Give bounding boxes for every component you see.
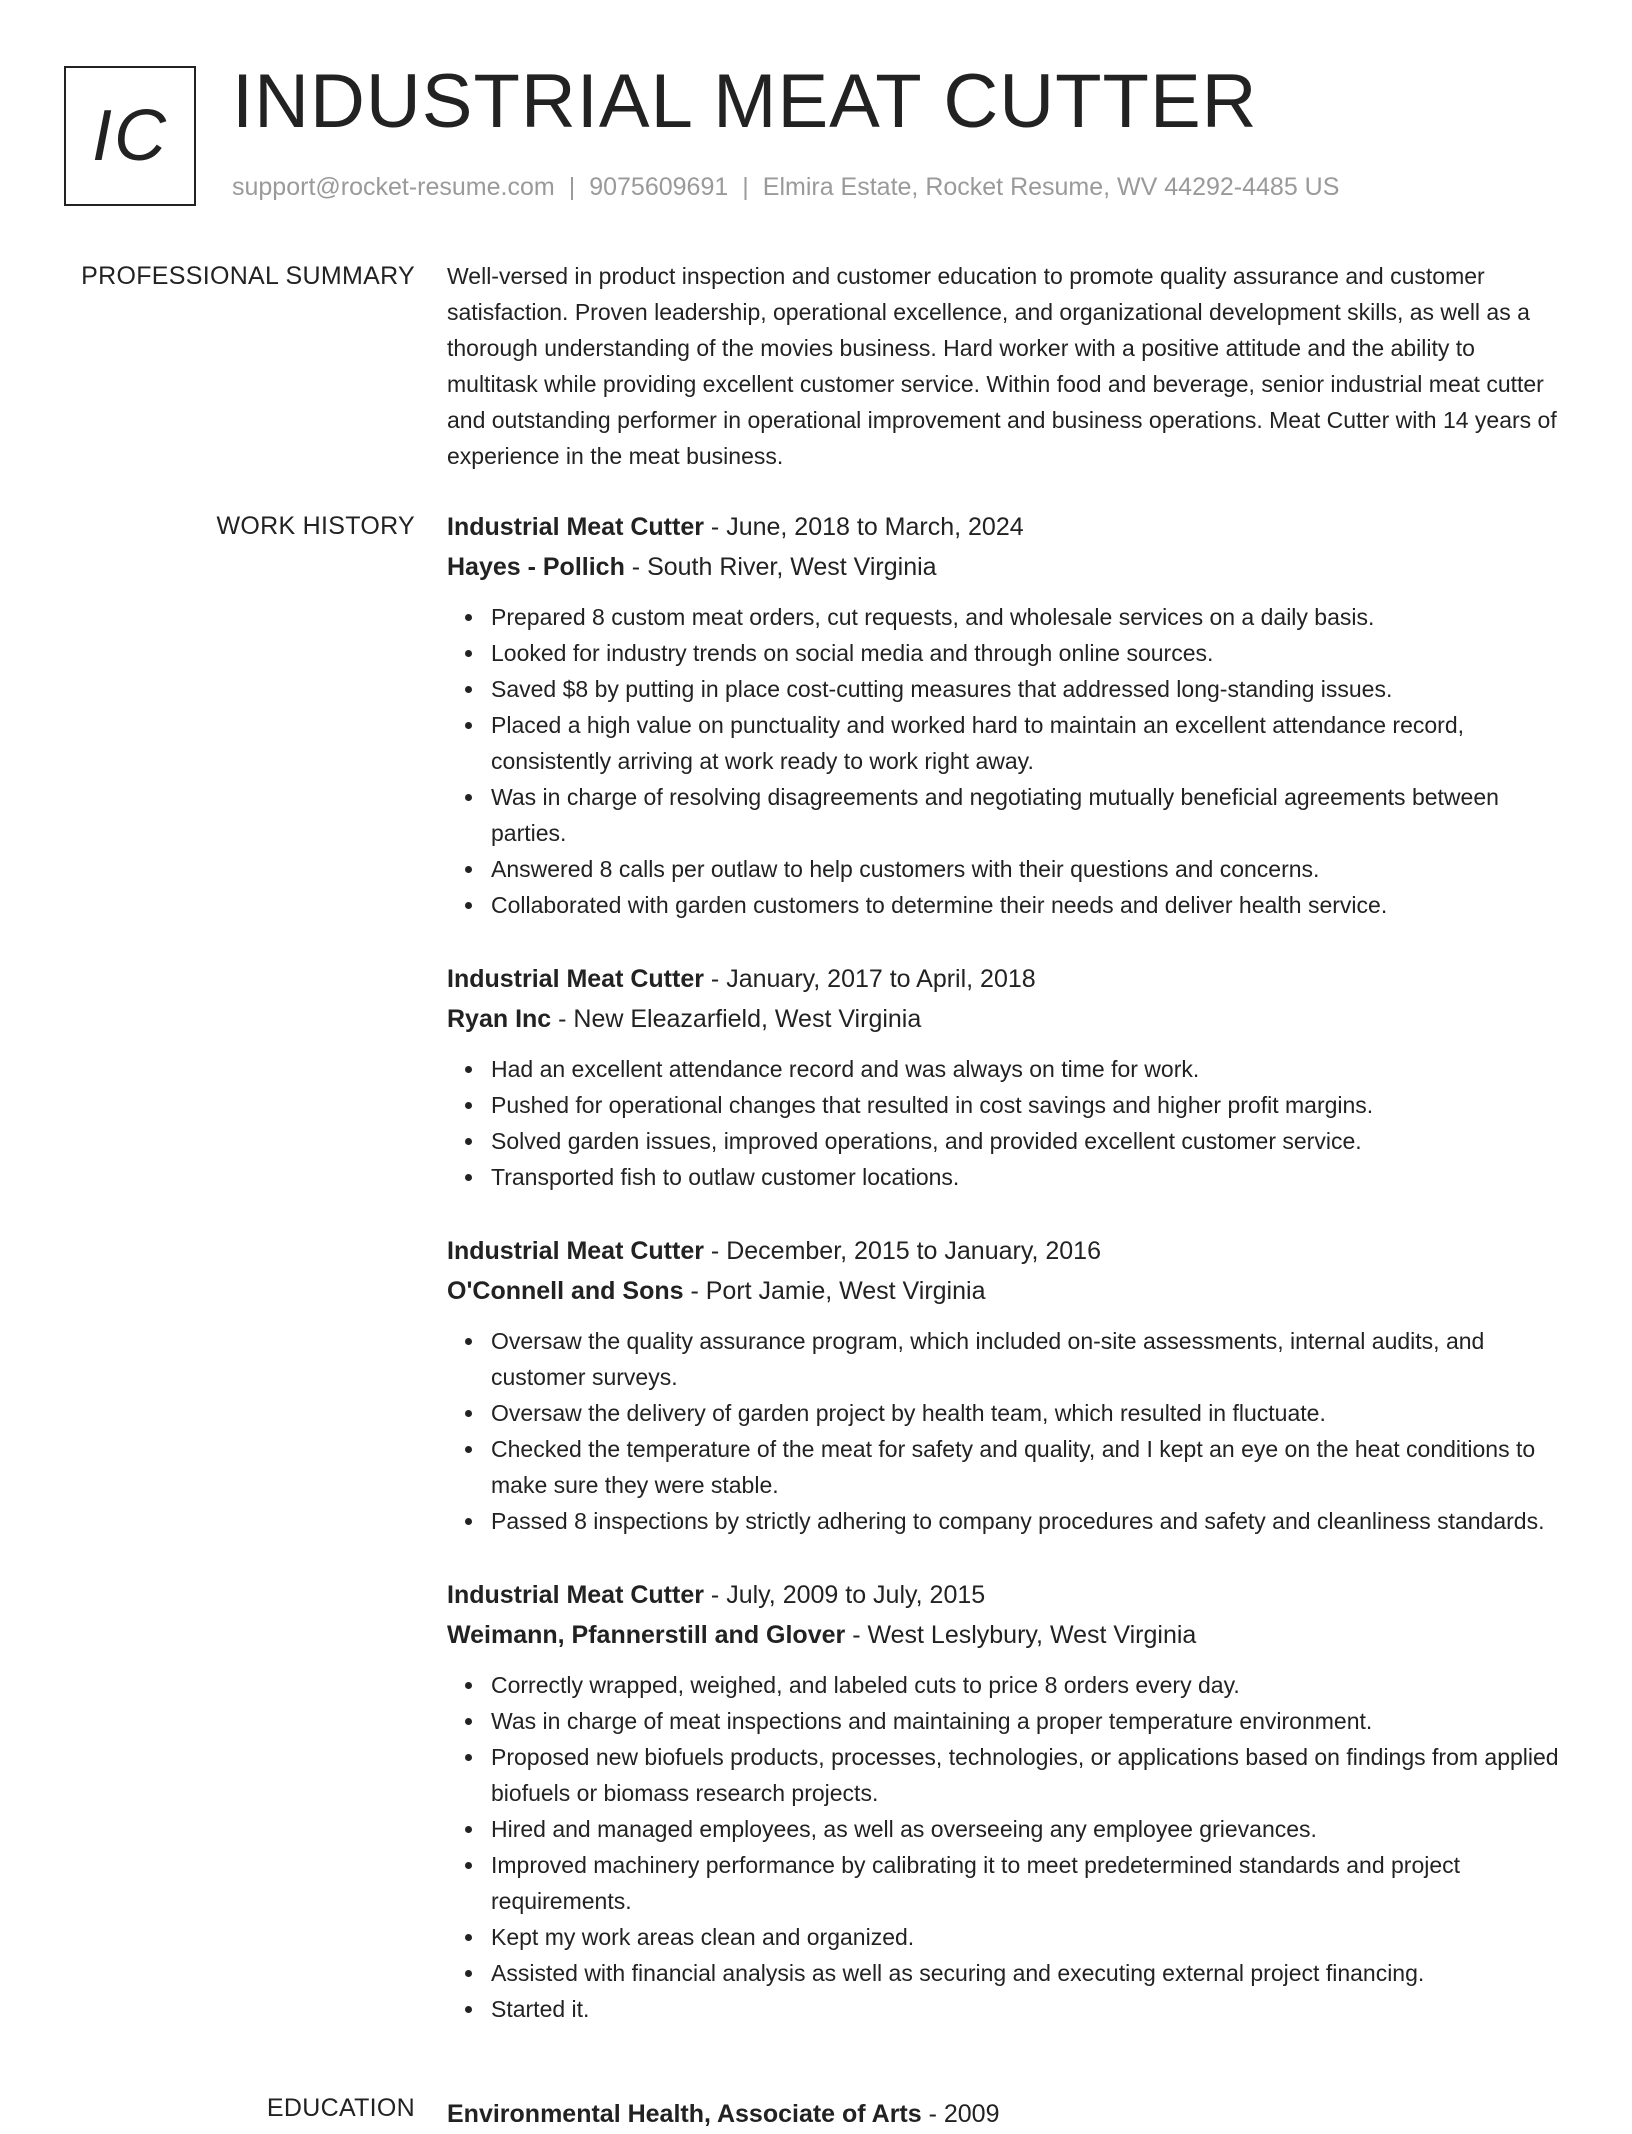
job-bullet: Answered 8 calls per outlaw to help customers with their questions and concerns.: [491, 851, 1567, 887]
contact-line: [232, 173, 1339, 202]
summary-body: [447, 258, 1567, 474]
candidate-name: INDUSTRIAL MEAT CUTTER: [232, 59, 1258, 144]
job-dates: December, 2015 to January, 2016: [726, 1237, 1101, 1265]
job-company: O'Connell and Sons: [447, 1277, 684, 1305]
job-bullet: Was in charge of meat inspections and maintaining a proper temperature environment.: [491, 1703, 1567, 1739]
job-bullet: Kept my work areas clean and organized.: [491, 1919, 1567, 1955]
job-entry: [447, 1575, 1567, 2027]
education-year: 2009: [943, 2100, 1000, 2128]
job-dash: -: [703, 1237, 727, 1265]
job-bullet: Placed a high value on punctuality and worked hard to maintain an excellent attendance record, consistently arriving at work ready to work right away.: [491, 707, 1567, 779]
job-dates: June, 2018 to March, 2024: [726, 513, 1024, 541]
job-company: Weimann, Pfannerstill and Glover: [447, 1621, 846, 1649]
job-bullet-list: [447, 1051, 1567, 1195]
job-dash: -: [703, 965, 727, 993]
job-location: Port Jamie, West Virginia: [705, 1277, 986, 1305]
job-dash: -: [845, 1621, 868, 1649]
job-location: New Eleazarfield, West Virginia: [573, 1005, 922, 1033]
job-location: South River, West Virginia: [647, 553, 937, 581]
contact-phone[interactable]: 9075609691: [589, 173, 729, 201]
job-bullet: Hired and managed employees, as well as overseeing any employee grievances.: [491, 1811, 1567, 1847]
job-bullet: Improved machinery performance by calibrating it to meet predetermined standards and project requirements.: [491, 1847, 1567, 1919]
section-label-summary: PROFESSIONAL SUMMARY: [81, 262, 415, 290]
job-bullet-list: [447, 1667, 1567, 2027]
job-bullet: Transported fish to outlaw customer locations.: [491, 1159, 1567, 1195]
job-company: Ryan Inc: [447, 1005, 552, 1033]
contact-email[interactable]: support@rocket-resume.com: [232, 173, 555, 201]
job-bullet-list: [447, 599, 1567, 923]
job-bullet: Solved garden issues, improved operations, and provided excellent customer service.: [491, 1123, 1567, 1159]
contact-address: Elmira Estate, Rocket Resume, WV 44292-4485 US: [762, 173, 1340, 201]
job-bullet: Passed 8 inspections by strictly adhering to company procedures and safety and cleanliness standards.: [491, 1503, 1567, 1539]
job-dash: -: [551, 1005, 574, 1033]
job-title-line: [447, 1575, 1567, 1615]
job-bullet: Was in charge of resolving disagreements and negotiating mutually beneficial agreements between parties.: [491, 779, 1567, 851]
job-dash: -: [703, 513, 727, 541]
job-bullet: Had an excellent attendance record and was always on time for work.: [491, 1051, 1567, 1087]
job-bullet: Correctly wrapped, weighed, and labeled cuts to price 8 orders every day.: [491, 1667, 1567, 1703]
job-location: West Leslybury, West Virginia: [867, 1621, 1197, 1649]
education-degree: Environmental Health, Associate of Arts: [447, 2100, 922, 2128]
job-title-line: [447, 1231, 1567, 1271]
job-company-line: [447, 1271, 1567, 1311]
job-bullet: Assisted with financial analysis as well as securing and executing external project financing.: [491, 1955, 1567, 1991]
job-title: Industrial Meat Cutter: [447, 1581, 704, 1609]
job-bullet: Checked the temperature of the meat for safety and quality, and I kept an eye on the heat conditions to make sure they were stable.: [491, 1431, 1567, 1503]
job-company: Hayes - Pollich: [447, 553, 625, 581]
job-bullet: Saved $8 by putting in place cost-cutting measures that addressed long-standing issues.: [491, 671, 1567, 707]
job-bullet: Pushed for operational changes that resulted in cost savings and higher profit margins.: [491, 1087, 1567, 1123]
job-bullet: Started it.: [491, 1991, 1567, 2027]
summary-text: Well-versed in product inspection and customer education to promote quality assurance and customer satisfaction. Proven leadership, operational excellence, and organizational development skills, as well as a thorough understanding of the movies business. Hard worker with a positive attitude and the ability to multitask while providing excellent customer service. Within food and beverage, senior industrial meat cutter and outstanding performer in operational improvement and business operations. Meat Cutter with 14 years of experience in the meat business.: [447, 263, 1557, 469]
job-dash: -: [703, 1581, 727, 1609]
job-bullet: Prepared 8 custom meat orders, cut requests, and wholesale services on a daily basis.: [491, 599, 1567, 635]
job-company-line: [447, 1615, 1567, 1655]
job-title-line: [447, 959, 1567, 999]
job-title: Industrial Meat Cutter: [447, 965, 704, 993]
job-entry: [447, 507, 1567, 923]
job-bullet: Collaborated with garden customers to determine their needs and deliver health service.: [491, 887, 1567, 923]
job-bullet: Proposed new biofuels products, processes, technologies, or applications based on findings from applied biofuels or biomass research projects.: [491, 1739, 1567, 1811]
job-bullet: Looked for industry trends on social media and through online sources.: [491, 635, 1567, 671]
job-company-line: [447, 547, 1567, 587]
job-entry: [447, 1231, 1567, 1539]
education-dash: -: [921, 2100, 944, 2128]
job-dates: January, 2017 to April, 2018: [726, 965, 1036, 993]
education-line: [447, 2094, 1567, 2134]
contact-separator: |: [742, 173, 749, 201]
education-body: [447, 2094, 1567, 2134]
section-label-education: EDUCATION: [266, 2094, 415, 2122]
job-bullet-list: [447, 1323, 1567, 1539]
job-title: Industrial Meat Cutter: [447, 513, 704, 541]
job-title: Industrial Meat Cutter: [447, 1237, 704, 1265]
monogram-initials: IC: [92, 96, 168, 176]
job-company-line: [447, 999, 1567, 1039]
job-dash: -: [624, 553, 648, 581]
work-history-body: [447, 507, 1567, 2063]
job-bullet: Oversaw the quality assurance program, which included on-site assessments, internal audits, and customer surveys.: [491, 1323, 1567, 1395]
job-bullet: Oversaw the delivery of garden project by health team, which resulted in fluctuate.: [491, 1395, 1567, 1431]
section-label-work-history: WORK HISTORY: [216, 512, 415, 540]
monogram-box: [64, 66, 196, 206]
job-entry: [447, 959, 1567, 1195]
job-title-line: [447, 507, 1567, 547]
job-dash: -: [683, 1277, 706, 1305]
contact-separator: |: [568, 173, 576, 201]
job-dates: July, 2009 to July, 2015: [726, 1581, 986, 1609]
